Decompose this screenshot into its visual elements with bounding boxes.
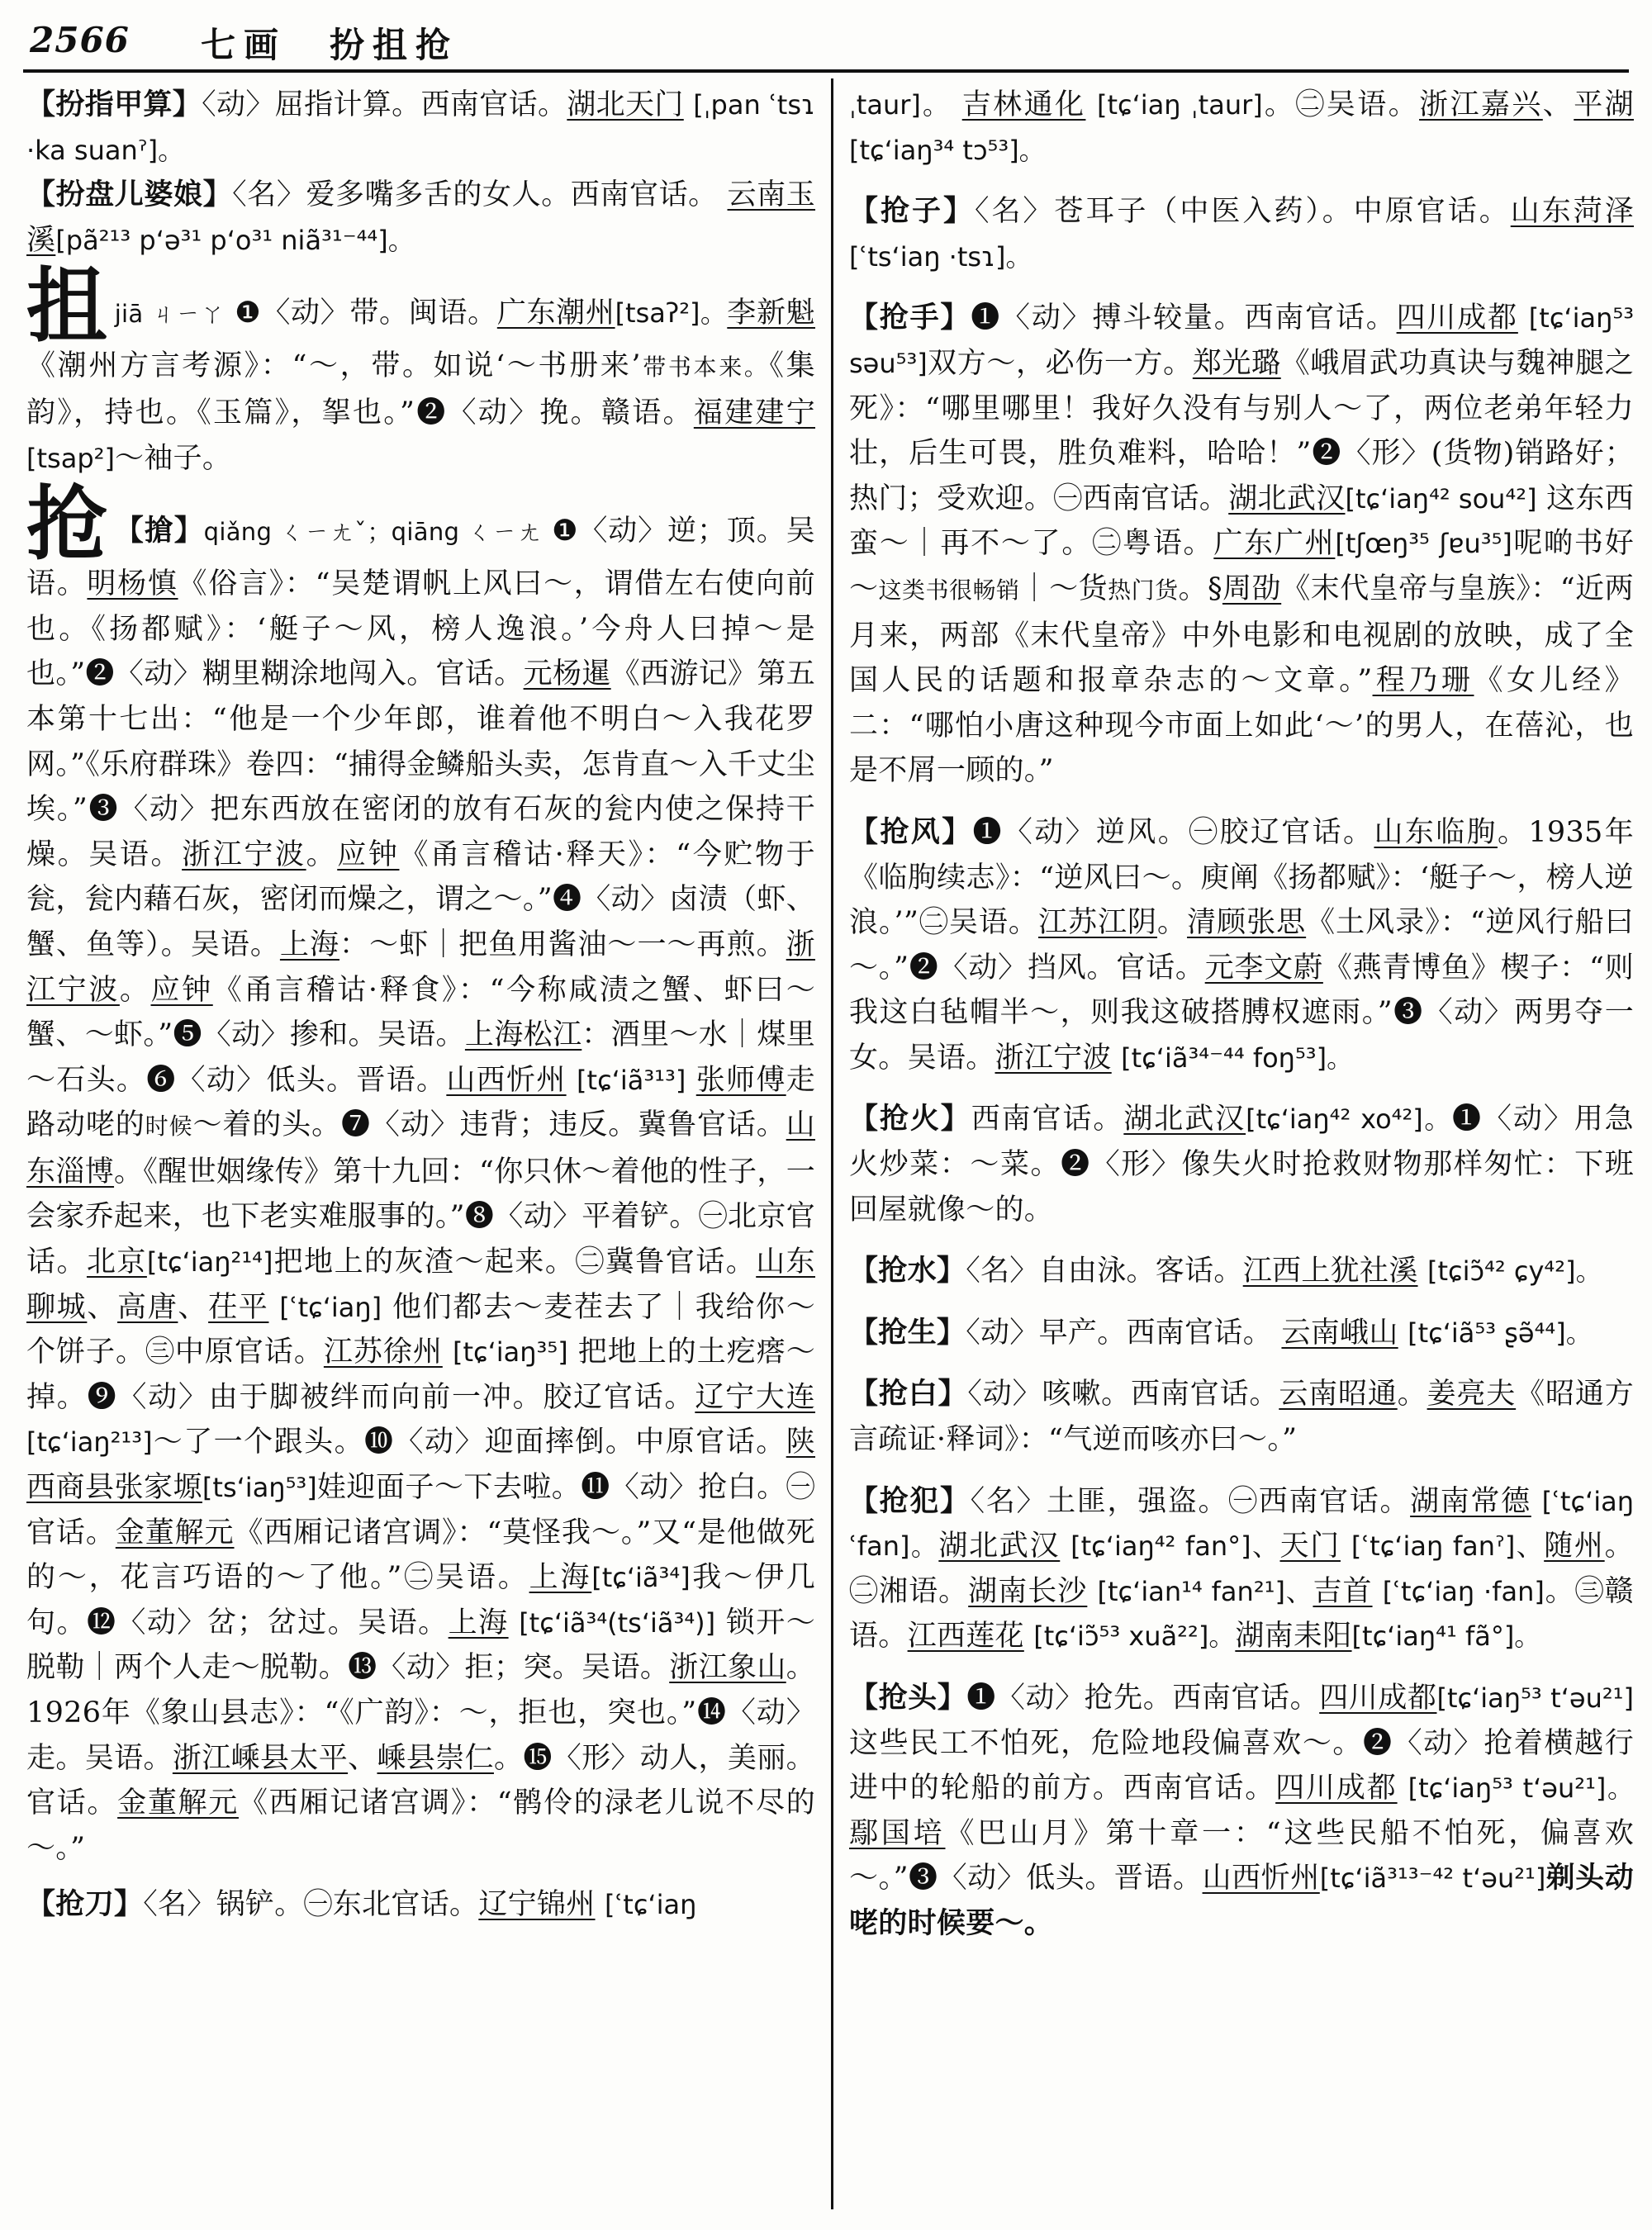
place-name: 四川成都: [1275, 1772, 1398, 1805]
place-name: 湖南耒阳: [1235, 1620, 1352, 1654]
place-name: 云南昭通: [1279, 1378, 1398, 1412]
entry-banpanerponiang: [26, 173, 815, 263]
place-name: 浙江嵊县太平: [172, 1741, 349, 1775]
citation: 《昭通方言疏证·释词》：“气逆而咳亦曰～。”: [849, 1378, 1635, 1457]
citation: 《末代皇帝与皇族》：“近两月来，两部《末代皇帝》中外电影和电视剧的放映，成了全国人民的话题和报章杂志的～文章。”: [849, 572, 1634, 698]
definition: ❶〈动〉抢先。西南官话。: [966, 1682, 1320, 1715]
author-name: 程乃珊: [1372, 664, 1474, 698]
definition: 〈动〉屈指计算。西南官话。: [202, 88, 567, 121]
author-name: 金董解元: [117, 1786, 239, 1820]
head-character: 抯: [26, 259, 108, 354]
citation: 《甬言稽诂·释天》：“今贮物于瓮，瓮内藉石灰，密闭而燥之，谓之～。”❹〈动〉卤渍（虾、蟹、鱼等）。吴语。: [26, 837, 815, 961]
citation: 《甬言稽诂·释食》：“今称咸渍之蟹、虾曰～蟹、～虾。”❺〈动〉掺和。吴语。: [26, 973, 815, 1052]
example: ～袖子。: [114, 441, 232, 475]
example: 把地上的灰渣～起来。㊁冀鲁官话。: [273, 1245, 757, 1279]
entry-qiangbai: [849, 1372, 1634, 1462]
headword: 【抢子】: [849, 194, 975, 229]
place-name: 嵊县崇仁: [377, 1741, 494, 1775]
place-name: 山东淄博: [26, 1108, 815, 1189]
place-name: 平湖: [1574, 88, 1634, 121]
citation: 《巴山月》第十章一：“这些民船不怕死，偏喜欢～。”❸〈动〉低头。晋语。: [849, 1816, 1634, 1896]
place-name: 浙江象山: [669, 1651, 786, 1685]
author-name: 清顾张思: [1187, 906, 1307, 940]
entry-qiangfan: [849, 1479, 1634, 1659]
definition: 。㊁湘语。: [849, 1530, 1634, 1608]
citation: 《女儿经》二：“哪怕小唐这种现今市面上如此‘～’的男人，在蓓沁，也是不屑一顾的。”: [849, 664, 1634, 788]
definition: 〈名〉爱多嘴多舌的女人。西南官话。: [232, 178, 718, 212]
pronunciation: [tɕʻiaŋ²¹³]: [26, 1426, 153, 1459]
separator: 、: [178, 1290, 209, 1324]
entry-qiang: [26, 477, 816, 1871]
place-name: 茌平: [208, 1290, 269, 1324]
citation: 《西游记》第五本第十七出：“他是一个少年郎，谁着他不明白～入我花罗网。”《乐府群珠》卷四：“捕得金鳞船头卖，怎肯直～入千丈尘埃。”❸〈动〉把东西放在密闭的放有石灰的瓮内使之保持干燥。吴语。: [26, 657, 816, 871]
place-name: 吉林通化: [961, 88, 1086, 121]
place-name: 上海: [448, 1606, 509, 1639]
entry-qiangdao: [26, 1882, 815, 1928]
example: 我～伊几句。⓬〈动〉岔；岔过。吴语。: [26, 1561, 816, 1639]
place-name: 吉首: [1313, 1574, 1373, 1608]
punctuation: 。§: [1178, 572, 1222, 605]
author-name: 李新魁: [727, 297, 815, 330]
author-name: 元李文蔚: [1204, 951, 1323, 985]
punctuation: 。: [1157, 906, 1188, 940]
separator: 、: [1542, 88, 1574, 121]
pronunciation: [ʿtɕʻiaŋ fanˀ]、: [1351, 1530, 1545, 1563]
citation: 。1935年《临朐续志》：“逆风曰～。庾阐《扬都赋》：‘艇子～，榜人逆浪。’”㊁吴语。: [849, 815, 1634, 940]
citation: 《西厢记诸宫调》：“鹘伶的渌老儿说不尽的～。”: [26, 1786, 816, 1865]
definition: ❶〈动〉带。闽语。: [235, 297, 497, 330]
citation: 《潮州方言考源》：“～，带。如说‘～书册来’: [26, 349, 641, 383]
place-name: 湖北天门: [567, 88, 684, 121]
place-name: 江西上犹社溪: [1242, 1255, 1418, 1288]
author-name: 姜亮夫: [1427, 1378, 1517, 1412]
definition: ❶〈动〉搏斗较量。西南官话。: [971, 301, 1397, 335]
place-name: 高唐: [117, 1290, 178, 1324]
gloss: 这类书很畅销: [878, 576, 1020, 604]
place-name: 上海: [279, 928, 339, 961]
pinyin: jiā ㄐㄧㄚ: [114, 300, 225, 329]
pronunciation: [tɕʻian¹⁴ fan²¹]、: [1097, 1575, 1313, 1607]
place-name: 浙江嘉兴: [1419, 88, 1543, 121]
separator: 、: [87, 1290, 118, 1324]
place-name: 湖北武汉: [938, 1530, 1061, 1563]
place-name: 广东潮州: [496, 297, 615, 330]
pronunciation: [ʿtɕʻiaŋ ʿfan]。: [849, 1485, 1634, 1563]
headword: 【抢白】: [849, 1377, 968, 1412]
example: ：～虾｜把鱼用酱油～一～再煎。: [339, 928, 786, 961]
example: 把地上的土疙瘩～掉。❾〈动〉由于脚被绊而向前一冲。胶辽官话。: [26, 1336, 816, 1414]
example: ～了一个跟头。❿〈动〉迎面摔倒。中原官话。: [152, 1426, 786, 1459]
pronunciation: [tɕʻiɔ̃⁵³ xuã²²]。: [1033, 1620, 1236, 1653]
headword: 【抢手】: [849, 301, 971, 335]
author-name: 明杨慎: [87, 567, 178, 601]
separator: 、: [348, 1741, 377, 1775]
place-name: 天门: [1279, 1530, 1341, 1563]
example: 娃迎面子～下去啦。⓫〈动〉抢白。㊀官话。: [26, 1471, 815, 1549]
entry-jia: [26, 259, 815, 481]
punctuation: 。: [306, 837, 338, 871]
citation: 《土风录》：“逆风行船曰～。”❷〈动〉挡风。官话。: [849, 906, 1635, 985]
example: 锁开～脱勒｜两个人走～脱勒。⓭〈动〉拒；突。吴语。: [26, 1606, 815, 1685]
example: ｜～货: [1019, 572, 1108, 605]
place-name: 山西忻州: [1202, 1862, 1320, 1896]
pinyin: qiǎng ㄑㄧㄤˇ；qiāng ㄑㄧㄤ: [203, 518, 543, 547]
place-name: 江苏徐州: [323, 1336, 443, 1369]
definition: 。㊂赣语。: [849, 1574, 1634, 1654]
head-character: 抢: [26, 477, 108, 572]
gloss: 时候: [145, 1113, 193, 1141]
definition: ❶〈动〉用急火炒菜：～菜。❷〈形〉像失火时抢救财物那样匆忙：下班回屋就像～的。: [849, 1103, 1634, 1226]
author-name: 金董解元: [115, 1516, 235, 1549]
place-name: 山东菏泽: [1510, 195, 1634, 229]
headword: 【抢生】: [849, 1315, 966, 1350]
author-name: 周劭: [1222, 572, 1282, 605]
example: 剃头动咾的时候要～。: [849, 1861, 1635, 1940]
gloss: 带书本来。: [640, 353, 770, 382]
place-name: 辽宁锦州: [478, 1888, 596, 1922]
place-name: 湖北武汉: [1228, 482, 1346, 515]
citation: 《燕青博鱼》楔子：“则我这白毡帽半～，则我这破搭膊权遮雨。”❸〈动〉两男夺一女。吴语。: [849, 951, 1634, 1075]
citation: 《集韵》，持也。《玉篇》，挐也。”❷〈动〉挽。赣语。: [26, 349, 815, 429]
place-name: 云南峨山: [1281, 1316, 1398, 1350]
punctuation: 。: [119, 973, 151, 1007]
place-name: 山东临朐: [1374, 815, 1498, 849]
pronunciation: [ʿtɕʻiaŋ: [604, 1889, 697, 1921]
running-head: 七画 扮抯抢: [201, 25, 459, 65]
place-name: 浙江宁波: [182, 837, 306, 871]
headword: 【抢火】: [849, 1102, 971, 1136]
person-name: 张师傅: [695, 1063, 786, 1097]
headword: 【抢头】: [849, 1681, 967, 1715]
headword: 【扮指甲算】: [26, 88, 202, 121]
definition: 西南官话。: [971, 1103, 1124, 1136]
pronunciation: ˌtaur]。: [849, 89, 952, 121]
pronunciation: [pã²¹³ pʻə³¹ pʻo³¹ niã³¹⁻⁴⁴]。: [55, 224, 415, 256]
definition: 〈名〉苍耳子（中医入药）。中原官话。: [974, 195, 1511, 229]
column-divider: [831, 78, 833, 2209]
example: 这些民工不怕死，危险地段偏喜欢～。❷〈动〉抢着横越行进中的轮船的前方。西南官话。: [849, 1726, 1634, 1805]
pronunciation: [tɕʻiaŋ²¹⁴]: [146, 1246, 273, 1279]
place-name: 山西忻州: [446, 1063, 567, 1097]
example: 双方～，必伤一方。: [927, 346, 1193, 380]
definition: 。⓯〈形〉动人，美丽。官话。: [26, 1741, 815, 1820]
gloss: 热门货: [1108, 576, 1179, 604]
page-header: [23, 15, 1629, 73]
pronunciation: [tɕʻiã³⁴(tsʻiã³⁴)]: [519, 1606, 716, 1639]
example: ：酒里～水｜煤里～石头。❻〈动〉低头。晋语。: [26, 1018, 816, 1097]
citation: 《俗言》：“吴楚谓帆上风曰～，谓借左右使向前也。《扬都赋》：‘艇子～风，榜人逸浪。’今舟人曰掉～是也。”❷〈动〉糊里糊涂地闯入。官话。: [26, 567, 816, 691]
headword: 【抢水】: [849, 1254, 966, 1288]
pronunciation: [ˌpan ʿtsɿ ·ka suanˀ]。: [26, 89, 815, 166]
place-name: 随州: [1544, 1530, 1605, 1563]
definition: 〈名〉锅铲。㊀东北官话。: [143, 1888, 479, 1922]
place-name: 江西莲花: [907, 1620, 1024, 1654]
pronunciation: [tɕʻiã⁵³ ʂə̃⁴⁴]。: [1408, 1317, 1593, 1349]
headword: 【扮盘儿婆娘】: [26, 178, 233, 212]
pronunciation: [ʿtɕʻiaŋ ·fan]: [1382, 1575, 1545, 1607]
definition: ❶〈动〉逆风。㊀胶辽官话。: [972, 815, 1374, 849]
pronunciation: [tsʻiaŋ⁵³]: [202, 1472, 317, 1504]
pronunciation: [tʃœŋ³⁵ ʃɐu³⁵]: [1335, 528, 1512, 560]
left-column: [26, 83, 815, 1928]
pronunciation: [tɕʻiã³⁴]: [591, 1562, 691, 1594]
place-name: 辽宁大连: [695, 1380, 815, 1414]
author-name: 元杨暹: [523, 657, 611, 691]
example: 他们都去～麦茬去了｜我给你～个饼子。㊂中原官话。: [26, 1290, 816, 1369]
example: 走路动咾的: [26, 1063, 815, 1142]
punctuation: 。: [1397, 1378, 1427, 1412]
definition: ❶〈动〉逆；顶。吴语。: [26, 515, 815, 601]
place-name: 广东广州: [1213, 527, 1336, 561]
place-name: 云南玉溪: [26, 178, 816, 257]
place-name: 四川成都: [1396, 301, 1518, 335]
pronunciation: [tsap²]: [26, 442, 115, 474]
entry-qiangshou: [849, 296, 1634, 794]
place-name: 福建建宁: [693, 396, 815, 429]
pronunciation: [tɕʻiã³¹³⁻⁴² tʻəu²¹]: [1319, 1862, 1546, 1895]
right-column: [849, 83, 1634, 1947]
place-name: 湖北武汉: [1123, 1103, 1246, 1136]
headword: 【抢刀】: [26, 1887, 144, 1922]
citation: 《西厢记诸宫调》：“莫怪我～。”又“是他做死的～，花言巧语的～了他。”㊁吴语。: [26, 1516, 816, 1595]
pronunciation: [tɕʻiaŋ³⁴ tɔ⁵³]。: [849, 134, 1046, 166]
entry-qiangtou: [849, 1676, 1634, 1947]
page-number: 2566: [30, 20, 130, 60]
pronunciation: [tɕʻiaŋ⁵³ səu⁵³]: [849, 302, 1635, 379]
place-name: 浙江宁波: [995, 1041, 1112, 1075]
definition: 〈动〉咳嗽。西南官话。: [967, 1378, 1279, 1412]
place-name: 四川成都: [1319, 1682, 1437, 1715]
citation: 。《醒世姻缘传》第十九回：“你只休～着他的性子，一会家乔起来，也下老实难服事的。”❽〈动〉平着铲。㊀北京官话。: [26, 1155, 815, 1279]
entry-qiangdao-continued: [849, 83, 1634, 173]
pronunciation: [tɕʻiaŋ⁵³ tʻəu²¹]: [1436, 1682, 1634, 1714]
citation: 。1926年《象山县志》：“《广韵》：～，拒也，突也。”⓮〈动〉走。吴语。: [26, 1651, 816, 1775]
place-name: 湖南长沙: [968, 1574, 1088, 1608]
example: ～着的头。❼〈动〉违背；违反。冀鲁官话。: [192, 1108, 786, 1142]
pronunciation: [tɕʻiaŋ⁴² sou⁴²]: [1345, 482, 1537, 515]
pronunciation: [tɕʻiaŋ⁴² xo⁴²]。: [1246, 1103, 1453, 1136]
definition: 〈名〉自由泳。客话。: [966, 1255, 1243, 1288]
pronunciation: [tɕʻiaŋ⁵³ tʻəu²¹]。: [1408, 1772, 1634, 1805]
definition: 〈名〉土匪，强盗。㊀西南官话。: [970, 1484, 1411, 1518]
definition: 。㊁吴语。: [1262, 88, 1420, 121]
author-name: 鄢国培: [849, 1816, 946, 1850]
headword: 【抢犯】: [849, 1483, 971, 1518]
entry-qiangzi: [849, 189, 1634, 279]
entry-qiangsheng: [849, 1311, 1634, 1356]
place-name: 江苏江阴: [1037, 906, 1158, 940]
author-name: 应钟: [150, 973, 213, 1007]
entry-qiangshui: [849, 1249, 1634, 1294]
pronunciation: [tɕiɔ̃⁴² ɕy⁴²]。: [1427, 1255, 1602, 1288]
example: 呢啲书好～: [849, 527, 1635, 605]
place-name: 湖南常德: [1410, 1484, 1531, 1518]
place-name: 上海: [529, 1561, 592, 1595]
author-name: 郑光璐: [1192, 346, 1281, 380]
pronunciation: [ʿtɕʻiaŋ]: [279, 1291, 382, 1323]
pronunciation: [tɕʻiaŋ⁴¹ fã°]。: [1351, 1620, 1541, 1653]
pronunciation: [tɕʻiã³⁴⁻⁴⁴ foŋ⁵³]。: [1121, 1041, 1354, 1074]
citation: 《峨眉武功真诀与魏神腿之死》：“哪里哪里！我好久没有与别人～了，两位老弟年轻力壮，后生可畏，胜负难料，哈哈！”❷〈形〉(货物)销路好；热门；受欢迎。㊀西南官话。: [849, 346, 1635, 515]
place-name: 山东聊城: [26, 1245, 815, 1324]
place-name: 浙江宁波: [26, 928, 815, 1007]
entry-qiangfeng: [849, 810, 1634, 1081]
pronunciation: [tɕʻiaŋ⁴² fan°]、: [1070, 1530, 1280, 1563]
example: 这东西蛮～｜再不～了。㊁粤语。: [849, 482, 1635, 561]
place-name: 北京: [86, 1245, 147, 1279]
author-name: 应钟: [337, 837, 400, 871]
entry-banzhijiasuan: [26, 83, 815, 173]
entry-qianghuo: [849, 1097, 1634, 1232]
pronunciation: [tɕʻiaŋ³⁵]: [452, 1336, 568, 1369]
place-name: 陕西商县张家塬: [26, 1426, 815, 1505]
traditional-form: 【搶】: [114, 514, 204, 548]
pronunciation: [tɕʻiaŋ ˌtaur]: [1097, 89, 1263, 121]
pronunciation: [ʿtsʻiaŋ ·tsɿ]。: [849, 240, 1032, 273]
headword: 【抢风】: [849, 814, 973, 849]
definition: 〈动〉早产。西南官话。: [966, 1316, 1273, 1350]
place-name: 上海松江: [464, 1018, 582, 1052]
pronunciation: [tɕʻiã³¹³]: [577, 1064, 686, 1096]
pronunciation: [tsaʔ²]。: [615, 297, 728, 330]
